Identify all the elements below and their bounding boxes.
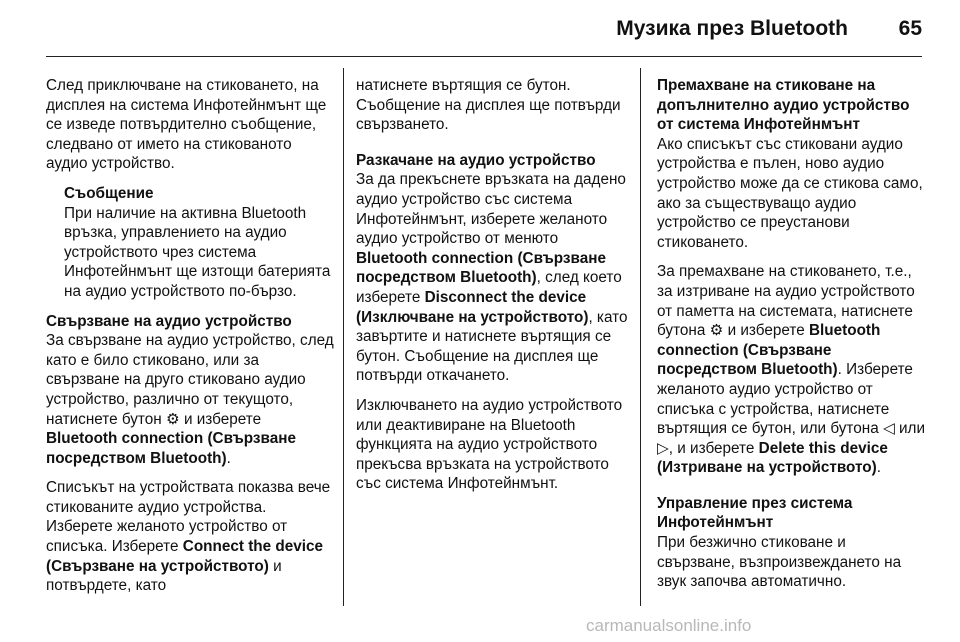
menu-item-bluetooth-connection: Bluetooth connection (Свързване посредством Bluetooth) xyxy=(657,322,881,379)
note-title: Съобщение xyxy=(64,184,154,202)
page-title: Музика през Bluetooth xyxy=(616,17,848,40)
column-divider-1 xyxy=(343,68,344,606)
paragraph: За да прекъснете връзката на дадено аудио устройство със система Инфотейнмънт, изберете желаното аудио устройство от менюто Bluetooth connection (Свързване посредством Bluetooth), след което изберете Disconnect the device (Изключване на устройството), като завъртите и натиснете въртящия се бутон. Съобщение на дисплея ще потвърди откачането. xyxy=(356,171,628,385)
column-1 xyxy=(46,76,336,606)
column-divider-2 xyxy=(640,68,641,606)
section-heading-disconnect: Разкачане на аудио устройство xyxy=(356,151,596,169)
menu-item-bluetooth-connection: Bluetooth connection (Свързване посредством Bluetooth) xyxy=(356,249,606,287)
section-heading-remove: Премахване на стиковане на допълнително аудио устройство от система Инфотейнмънт xyxy=(657,77,910,134)
page-number: 65 xyxy=(898,17,922,40)
config-icon: ⚙ xyxy=(165,410,180,428)
watermark: carmanualsonline.info xyxy=(586,616,752,635)
header-rule xyxy=(46,56,922,57)
left-arrow-icon: ◁ xyxy=(882,420,895,438)
paragraph: Списъкът на устройствата показва вече стикованите аудио устройства. Изберете желаното устройство от списъка. Изберете Connect the device (Свързване на устройството) и потвърдете, като xyxy=(46,479,331,595)
paragraph: За свързване на аудио устройство, след като е било стиковано, или за свързване на друго стиковано аудио устройство, различно от текущото, натиснете бутон ⚙ и изберете Bluetooth connection (Свързване посредством Bluetooth). xyxy=(46,332,334,467)
menu-item-delete-device: Delete this device (Изтриване на устройството) xyxy=(657,439,888,477)
menu-item-bluetooth-connection: Bluetooth connection (Свързване посредством Bluetooth) xyxy=(46,430,296,467)
paragraph: натиснете въртящия се бутон. Съобщение на дисплея ще потвърди свързването. xyxy=(356,77,621,134)
paragraph: За премахване на стиковането, т.е., за изтриване на аудио устройството от паметта на системата, натиснете бутона ⚙ и изберете Bluetooth connection (Свързване посредством Bluetooth). Изберете желаното аудио устройство от списъка с устройства, натиснете въртящия се бутон, или бутона ◁ или ▷, и изберете Delete this device (Изтриване на устройството). xyxy=(657,263,925,477)
section-heading-control: Управление през система Инфотейнмънт xyxy=(657,494,853,532)
menu-item-disconnect-device: Disconnect the device (Изключване на устройството) xyxy=(356,288,589,326)
paragraph: При безжично стиковане и свързване, възпроизвеждането на звук започва автоматично. xyxy=(657,534,902,591)
right-arrow-icon: ▷ xyxy=(657,439,669,457)
paragraph: След приключване на стиковането, на дисплея на система Инфотейнмънт ще се изведе потвърдително съобщение, следвано от името на стикованото аудио устройство. xyxy=(46,77,327,173)
section-heading-connect: Свързване на аудио устройство xyxy=(46,312,292,330)
note-body: При наличие на активна Bluetooth връзка, управлението на аудио устройството чрез система Инфотейнмънт ще изтощи батерията на аудио устройството по-бързо. xyxy=(64,204,331,300)
paragraph: Изключването на аудио устройството или деактивиране на Bluetooth функцията на аудио устройството прекъсва връзката на устройството със система Инфотейнмънт. xyxy=(356,396,623,493)
config-icon: ⚙ xyxy=(709,322,724,340)
note-box xyxy=(46,184,336,302)
column-2 xyxy=(356,76,628,504)
page-header xyxy=(0,0,960,58)
column-3 xyxy=(657,76,927,602)
paragraph: Ако списъкът със стиковани аудио устройства е пълен, ново аудио устройство може да се стикова само, ако за съществуващо аудио устройство се преустанови стиковането. xyxy=(657,135,923,251)
menu-item-connect-device: Connect the device (Свързване на устройството) xyxy=(46,538,324,575)
